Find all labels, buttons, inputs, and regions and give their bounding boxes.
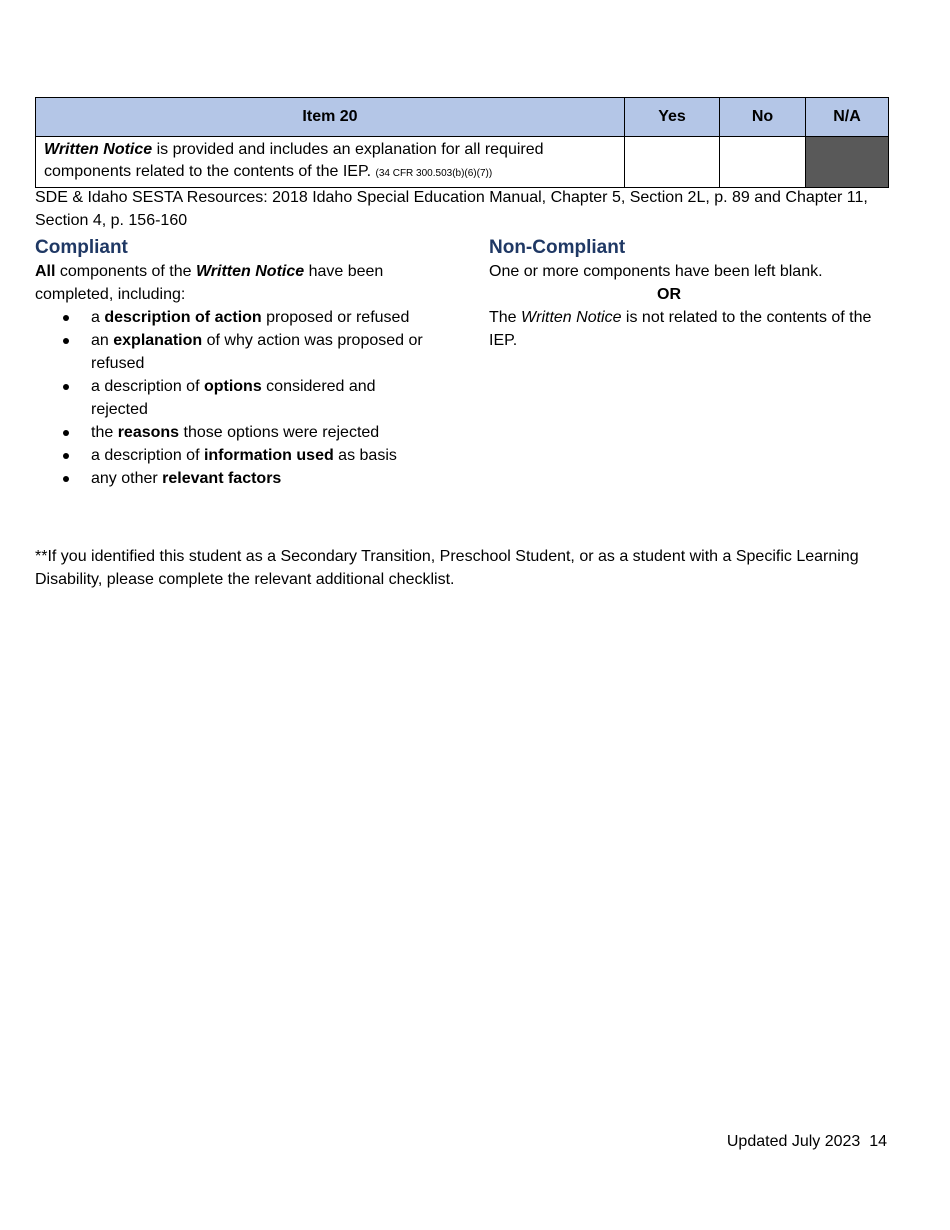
cfr-citation: (34 CFR 300.503(b)(6)(7)) xyxy=(375,168,493,179)
list-item: a description of information used as basis xyxy=(35,444,435,467)
item-20-table xyxy=(35,97,889,188)
written-notice-term: Written Notice xyxy=(521,309,622,326)
table-header-row xyxy=(36,98,889,137)
list-item: a description of options considered and rejected xyxy=(35,375,435,421)
compliant-intro: All components of the Written Notice have been completed, including: xyxy=(35,263,384,303)
noncompliant-line-1: One or more components have been left blank. xyxy=(489,263,823,280)
compliant-section xyxy=(35,236,435,490)
all-term: All xyxy=(35,263,56,280)
page-number: 14 xyxy=(869,1133,887,1150)
compliant-heading: Compliant xyxy=(35,237,128,258)
table-row xyxy=(36,137,889,188)
page-footer xyxy=(727,1132,887,1152)
list-item: the reasons those options were rejected xyxy=(35,421,435,444)
item-description-text: is provided and includes an explanation for all required components related to the contents of the IEP. xyxy=(44,141,544,180)
bullet-icon xyxy=(63,338,69,344)
footnote: **If you identified this student as a Secondary Transition, Preschool Student, or as a student with a Specific Learning Disability, please complete the relevant additional checklist. xyxy=(35,548,859,588)
resources-line: SDE & Idaho SESTA Resources: 2018 Idaho Special Education Manual, Chapter 5, Section 2L, p. 89 and Chapter 11, Section 4, p. 156-160 xyxy=(35,189,868,229)
no-header: No xyxy=(720,98,806,137)
na-header: N/A xyxy=(806,98,889,137)
bullet-icon xyxy=(63,315,69,321)
noncompliant-heading: Non-Compliant xyxy=(489,237,626,258)
yes-cell[interactable] xyxy=(625,137,720,188)
bullet-icon xyxy=(63,453,69,459)
noncompliant-line-2: The Written Notice is not related to the contents of the IEP. xyxy=(489,309,872,349)
yes-header: Yes xyxy=(625,98,720,137)
written-notice-term: Written Notice xyxy=(44,141,153,158)
or-separator: OR xyxy=(657,286,681,303)
bullet-icon xyxy=(63,384,69,390)
noncompliant-section xyxy=(489,236,889,352)
list-item: an explanation of why action was proposed or refused xyxy=(35,329,435,375)
item-description xyxy=(36,137,625,188)
bullet-icon xyxy=(63,430,69,436)
item-header: Item 20 xyxy=(36,98,625,137)
list-item: a description of action proposed or refused xyxy=(35,306,435,329)
bullet-icon xyxy=(63,476,69,482)
list-item: any other relevant factors xyxy=(35,467,435,490)
compliant-list xyxy=(35,306,435,490)
updated-date: Updated July 2023 xyxy=(726,1133,861,1150)
written-notice-term: Written Notice xyxy=(195,263,305,280)
no-cell[interactable] xyxy=(720,137,806,188)
na-cell-shaded xyxy=(806,137,889,188)
